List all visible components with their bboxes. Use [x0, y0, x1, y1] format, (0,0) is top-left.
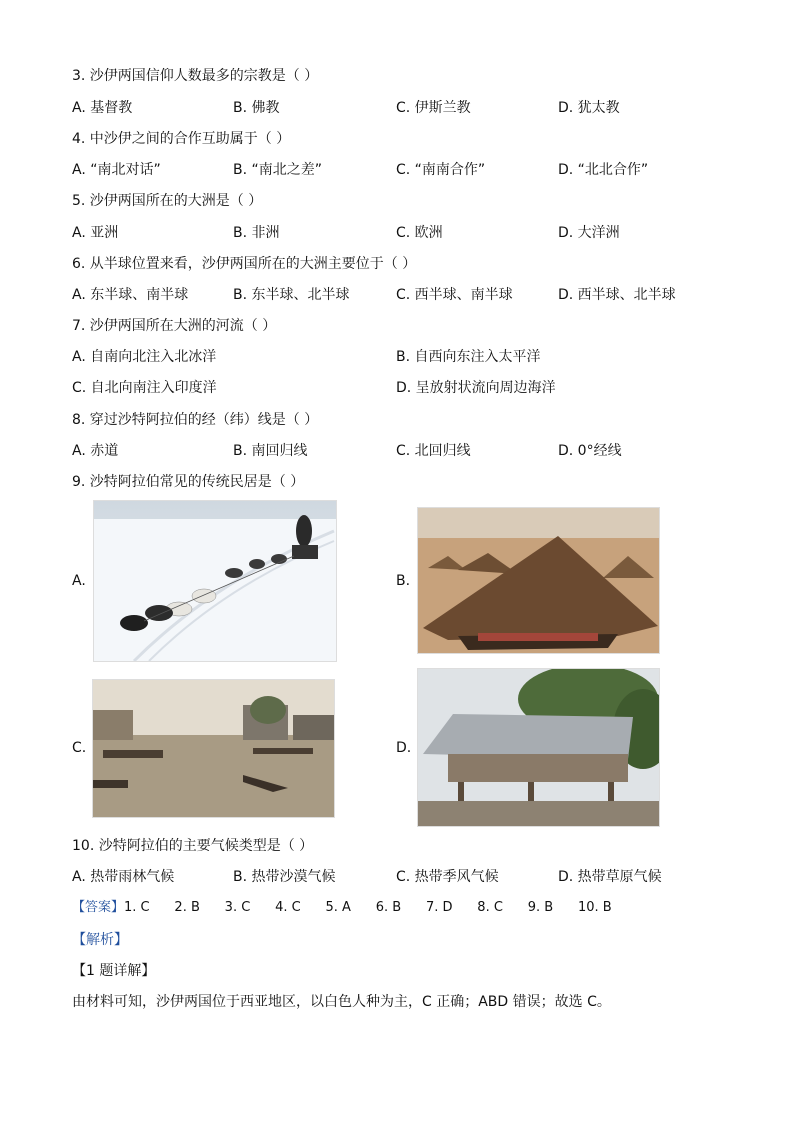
q6-option-b: B. 东半球、北半球	[233, 287, 350, 303]
q3-option-b: B. 佛教	[233, 100, 280, 116]
detail-title: 【1 题详解】	[72, 963, 156, 979]
q4-option-a: A. “南北对话”	[72, 162, 161, 178]
answer-line	[72, 899, 612, 917]
question-5-stem: 5. 沙伊两国所在的大洲是（ ）	[72, 193, 263, 209]
question-4-stem: 4. 中沙伊之间的合作互助属于（ ）	[72, 131, 291, 147]
q10-option-c: C. 热带季风气候	[396, 869, 499, 885]
question-3-stem: 3. 沙伊两国信仰人数最多的宗教是（ ）	[72, 68, 319, 84]
desert-tent-image	[417, 507, 660, 654]
q6-option-a: A. 东半球、南半球	[72, 287, 189, 303]
q5-option-b: B. 非洲	[233, 225, 280, 241]
q4-option-d: D. “北北合作”	[558, 162, 649, 178]
q10-option-d: D. 热带草原气候	[558, 869, 662, 885]
analysis-label: 【解析】	[72, 932, 128, 948]
q9-option-d-label: D.	[396, 740, 412, 756]
answer-label: 【答案】	[72, 900, 125, 915]
q7-option-a: A. 自南向北注入北冰洋	[72, 349, 217, 365]
q7-option-d: D. 呈放射状流向周边海洋	[396, 380, 556, 396]
q5-option-a: A. 亚洲	[72, 225, 119, 241]
q10-option-b: B. 热带沙漠气候	[233, 869, 336, 885]
q9-option-a-label: A.	[72, 573, 86, 589]
q5-option-c: C. 欧洲	[396, 225, 443, 241]
question-8-stem: 8. 穿过沙特阿拉伯的经（纬）线是（ ）	[72, 412, 319, 428]
question-10-stem: 10. 沙特阿拉伯的主要气候类型是（ ）	[72, 838, 314, 854]
question-7-stem: 7. 沙伊两国所在大洲的河流（ ）	[72, 318, 277, 334]
q10-option-a: A. 热带雨林气候	[72, 869, 175, 885]
q9-option-c-label: C.	[72, 740, 87, 756]
q5-option-d: D. 大洋洲	[558, 225, 620, 241]
q7-option-b: B. 自西向东注入太平洋	[396, 349, 541, 365]
q3-option-a: A. 基督教	[72, 100, 133, 116]
question-6-stem: 6. 从半球位置来看，沙伊两国所在的大洲主要位于（ ）	[72, 256, 417, 272]
stilt-house-image	[417, 668, 660, 827]
q8-option-b: B. 南回归线	[233, 443, 308, 459]
q3-option-c: C. 伊斯兰教	[396, 100, 471, 116]
q4-option-c: C. “南南合作”	[396, 162, 486, 178]
q9-option-b-label: B.	[396, 573, 411, 589]
q4-option-b: B. “南北之差”	[233, 162, 323, 178]
river-boats-image	[92, 679, 335, 818]
q8-option-d: D. 0°经线	[558, 443, 622, 459]
q7-option-c: C. 自北向南注入印度洋	[72, 380, 217, 396]
q8-option-c: C. 北回归线	[396, 443, 471, 459]
sled-dogs-snow-image	[93, 500, 337, 662]
q8-option-a: A. 赤道	[72, 443, 119, 459]
q6-option-d: D. 西半球、北半球	[558, 287, 676, 303]
question-9-stem: 9. 沙特阿拉伯常见的传统民居是（ ）	[72, 474, 305, 490]
detail-text: 由材料可知，沙伊两国位于西亚地区，以白色人种为主，C 正确；ABD 错误；故选 C。	[72, 994, 611, 1010]
q6-option-c: C. 西半球、南半球	[396, 287, 513, 303]
q3-option-d: D. 犹太教	[558, 100, 620, 116]
answer-text: 1. C 2. B 3. C 4. C 5. A 6. B 7. D 8. C 9. B 10. B	[124, 900, 612, 915]
